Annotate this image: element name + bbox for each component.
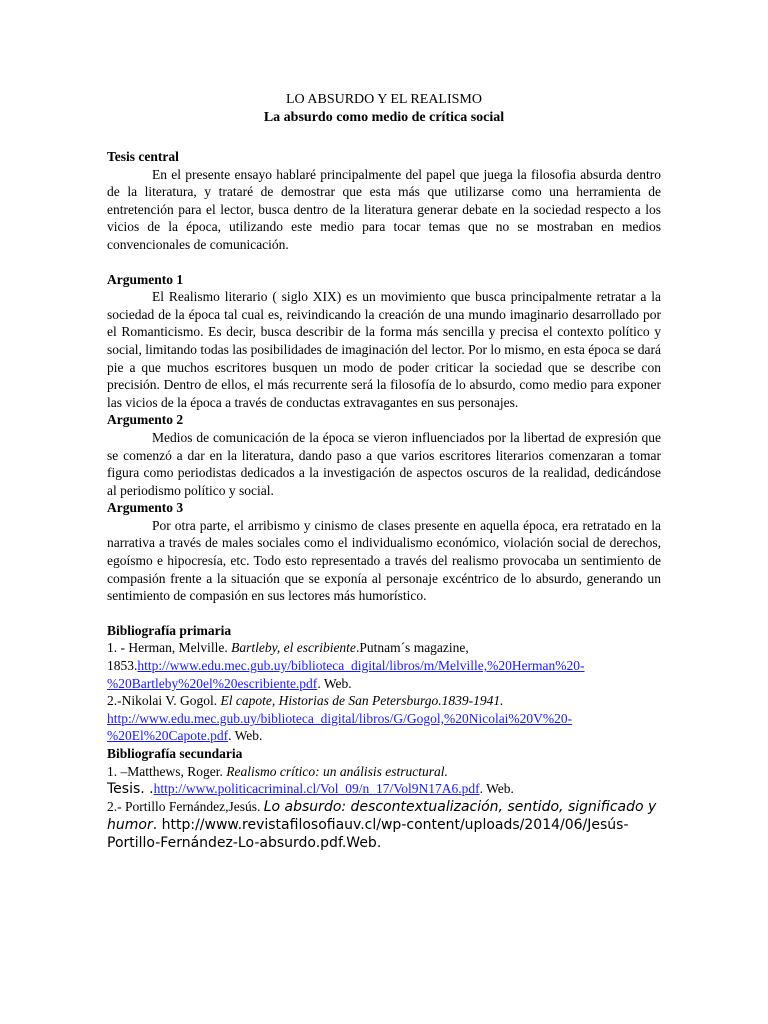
bibliography-entry-link-line	[107, 780, 661, 798]
document-subtitle: La absurdo como medio de crítica social	[263, 110, 505, 125]
entry-author: 2.-Nikolai V. Gogol.	[107, 693, 221, 709]
entry-title: El capote, Historias de San Petersburgo.1839-1941.	[220, 693, 504, 709]
section-heading-tesis: Tesis central	[107, 149, 179, 164]
bibliography-link[interactable]: http://www.edu.mec.gub.uy/biblioteca_digital/libros/m/Melville,%20Herman%20-%20Bartleby%20el%20escribiente.pdf	[107, 658, 585, 691]
entry-title: Bartleby, el escribiente	[231, 640, 356, 656]
bibliography-primary-heading: Bibliografía primaria	[107, 622, 232, 638]
bibliography-secondary-heading: Bibliografía secundaria	[107, 746, 243, 761]
entry-medium: . Web.	[228, 728, 263, 744]
bibliography-entry	[107, 692, 661, 710]
section-text-argumento-1: El Realismo literario ( siglo XIX) es un movimiento que busca principalmente retratar a la sociedad de la época tal cual es, reivindicando la creación de una mundo imaginario desarrollado por el Romanticismo. Es decir, busca describir de la forma más sencilla y precisa el contexto político y social, limitando todas las posibilidades de imaginación del lector. Por lo mismo, en esta época se dará pie a que muchos escritores busquen un modo de poder criticar la sociedad que se describe con precisión. Dentro de ellos, el más recurrente será la filosofía de lo absurdo, como medio para exponer las vicios de la época a través de conductas extravagantes en sus personajes.	[107, 289, 661, 410]
section-heading-argumento-1: Argumento 1	[107, 271, 184, 287]
entry-title: Lo absurdo: descontextualización, sentido, significado y humor	[107, 799, 657, 834]
bibliography-entry	[107, 798, 661, 852]
entry-publication: .Putnam´s magazine,	[355, 640, 469, 656]
entry-author: 1. –Matthews, Roger.	[107, 763, 227, 779]
bibliography-link[interactable]: http://www.edu.mec.gub.uy/biblioteca_digital/libros/G/Gogol,%20Nicolai%20V%20-%20El%20Capote.pdf	[107, 710, 573, 744]
entry-title: Realismo crítico: un análisis estructural.	[226, 763, 448, 779]
document-title: LO ABSURDO Y EL REALISMO	[285, 92, 482, 107]
section-text-tesis: En el presente ensayo hablaré principalmente del papel que juega la filosofia absurda dentro de la literatura, y trataré de demostrar que esta más que utilizarse como una herramienta de entretención para el lector, busca dentro de la literatura generar debate en la sociedad respecto a los vicios de la época, utilizando este medio para tocar temas que no se mostraban en medios convencionales de comunicación.	[107, 166, 661, 252]
bibliography-link[interactable]: http://www.politicacriminal.cl/Vol_09/n_17/Vol9N17A6.pdf	[153, 781, 480, 797]
entry-type: Tesis. .	[107, 781, 154, 798]
entry-author: 1. - Herman, Melville.	[107, 640, 232, 656]
bibliography-entry-link-line	[107, 657, 661, 692]
section-text-argumento-2: Medios de comunicación de la época se vieron influenciados por la libertad de expresión que se comenzó a dar en la literatura, dando paso a que varios escritores literarios comenzaran a tomar figura como periodistas dedicados a la investigación de aspectos oscuros de la realidad, dedicándose al periodismo político y social.	[107, 429, 661, 498]
section-heading-argumento-2: Argumento 2	[107, 412, 184, 428]
entry-author: 2.- Portillo Fernández,Jesús.	[107, 799, 264, 815]
bibliography-entry	[107, 639, 661, 657]
section-heading-argumento-3: Argumento 3	[107, 500, 184, 516]
section-text-argumento-3: Por otra parte, el arribismo y cinismo de clases presente en aquella época, era retratado en la narrativa a través de males sociales como el individualismo económico, violación social de derechos, egoísmo e hipocresía, etc. Todo esto representado a través del realismo provocaba un sentimiento de compasión frente a la situación que se exponía al personaje excéntrico de lo absurdo, generando un sentimiento de compasión en sus lectores más humorístico.	[107, 517, 661, 604]
entry-medium: . Web.	[479, 781, 514, 797]
bibliography-entry	[107, 763, 661, 781]
entry-year: 1853.	[107, 658, 138, 674]
entry-medium: . Web.	[317, 675, 352, 691]
entry-url: . http://www.revistafilosofiauv.cl/wp-content/uploads/2014/06/Jesús-Portillo-Fernández-Lo-absurdo.pdf.Web.	[107, 817, 629, 852]
document-body	[107, 91, 661, 852]
bibliography-entry-link-line	[107, 710, 661, 745]
